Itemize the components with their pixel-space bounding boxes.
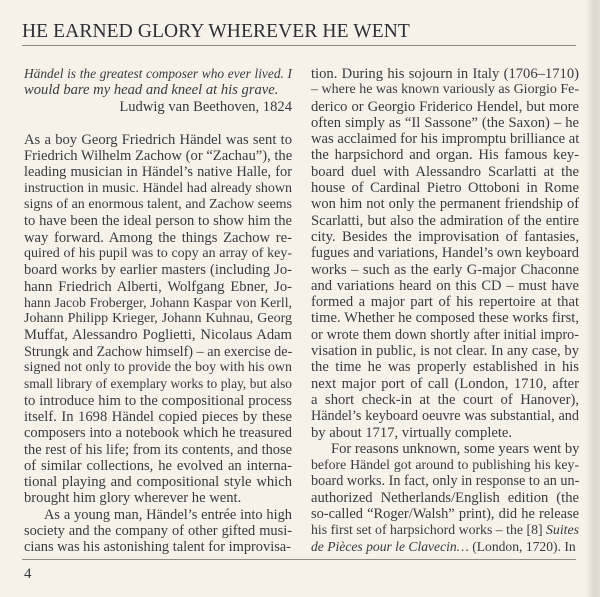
text-line: hann Friedrich Alberti, Wolfgang Ebner, Jo- — [24, 278, 292, 295]
text-segment: (London, 1720). In — [472, 538, 576, 554]
text-line: city. Besides the improvisation of fantasies, — [311, 228, 579, 245]
text-line: time. Whether he composed these works first, — [311, 310, 579, 327]
epigraph-line: Händel is the greatest composer who ever lived. I — [24, 66, 292, 81]
text-line: signed not only to provide the boy with his own — [24, 360, 292, 376]
text-line: cians was his astonishing talent for improvisa- — [24, 539, 291, 556]
footer-rule — [22, 559, 576, 560]
text-line: works – such as the early G-major Chaconne — [311, 261, 579, 278]
text-line: Friedrich Wilhelm Zachow (or “Zachau”), the — [24, 148, 293, 165]
text-line: by about 1717, virtually complete. — [311, 424, 513, 441]
left-column — [24, 66, 292, 556]
text-line: or wrote them down shortly after initial impro- — [311, 326, 579, 343]
italic-title: Suites — [546, 522, 579, 538]
page-number: 4 — [24, 566, 32, 582]
text-line: As a young man, Händel’s entrée into high — [44, 506, 292, 523]
text-line: to have been the ideal person to show him the — [24, 213, 292, 230]
text-line: signs of an enormous talent, and Zachow seems — [24, 197, 292, 213]
text-line: hann Jacob Froberger, Johann Kaspar von Kerll, — [24, 294, 292, 310]
text-line: the time he was properly established in his — [311, 359, 579, 376]
text-line: board works by earlier masters (including Jo- — [24, 262, 292, 279]
text-line: derico or Georgio Friderico Hendel, but more — [311, 98, 579, 115]
text-line: a short check-in at the court of Hanover), — [311, 391, 579, 408]
text-line: tional playing and compositional style which — [24, 474, 292, 491]
page-edge-shadow — [586, 0, 600, 597]
text-line: quired of his pupil was to copy an array of key- — [24, 245, 292, 261]
text-line: – where he was known variously as Giorgio Fe- — [311, 82, 580, 98]
text-segment: his first set of harpsichord works – the [8] — [311, 522, 547, 538]
italic-title: de Pièces pour le Clavecin… — [311, 538, 469, 554]
right-body-text — [311, 66, 579, 555]
text-line: authorized Netherlands/English edition (the — [311, 489, 579, 506]
text-line: As a boy Georg Friedrich Händel was sent to — [24, 131, 292, 148]
text-line — [311, 539, 579, 555]
left-body-text — [24, 132, 292, 556]
text-line: Händel’s keyboard oeuvre was substantial, and — [311, 408, 579, 425]
text-line: so-called “Roger/Walsh” print), did he release — [311, 506, 579, 523]
text-line: leading musician in Händel’s native Halle, for — [24, 164, 292, 181]
text-line: the harpsichord and organ. His famous key- — [311, 147, 579, 164]
text-line: Muffat, Alessandro Poglietti, Nicolaus Adam — [24, 327, 292, 344]
title-rule — [22, 45, 576, 46]
epigraph-attribution: Ludwig van Beethoven, 1824 — [119, 98, 292, 115]
text-line: fugues and variations, Handel’s own keyboard — [311, 245, 579, 262]
text-line: board works. In fact, only in response to an un- — [311, 473, 580, 490]
text-line: For reasons unknown, some years went by — [331, 440, 580, 457]
text-line: society and the company of other gifted musi- — [24, 523, 292, 540]
text-line: before Händel got around to publishing his key- — [311, 457, 579, 473]
text-line: way forward. Among the things Zachow re- — [24, 229, 292, 246]
text-line: house of Cardinal Pietro Ottoboni in Rome — [311, 180, 579, 197]
text-line: the rest of his life; from its contents, and those — [24, 441, 292, 458]
text-line: Johann Philipp Krieger, Johann Kuhnau, Georg — [24, 311, 292, 327]
text-line — [311, 522, 579, 538]
text-line: won him not only the permanent friendship of — [311, 196, 579, 213]
page-title: HE EARNED GLORY WHEREVER HE WENT — [22, 21, 410, 42]
text-line: was acclaimed for his impromptu brilliance at — [311, 131, 580, 148]
text-line: formed a major part of his repertoire at that — [311, 294, 579, 311]
epigraph-line: would bare my head and kneel at his grave. — [24, 82, 279, 99]
text-line: to introduce him to the compositional process — [24, 392, 292, 409]
text-line: composers into a notebook which he treasured — [24, 425, 292, 442]
text-line: Strungk and Zachow himself) – an exercise de- — [24, 343, 293, 360]
text-line: Scarlatti, but also the admiration of the entire — [311, 212, 579, 229]
text-line: itself. In 1698 Händel copied pieces by these — [24, 408, 292, 425]
epigraph — [24, 66, 292, 115]
text-line: of similar collections, he evolved an interna- — [24, 457, 292, 474]
text-line: often simply as “Il Sassone” (the Saxon) – he — [311, 114, 579, 131]
right-column — [311, 66, 579, 555]
text-line: instruction in music. Händel had already shown — [24, 180, 292, 196]
text-line: tion. During his sojourn in Italy (1706–1710) — [311, 66, 579, 82]
text-line: next major port of call (London, 1710, after — [311, 375, 579, 392]
text-line: and variations heard on this CD – must have — [311, 277, 579, 294]
text-line: brought him glory wherever he went. — [24, 490, 242, 507]
text-line: small library of exemplary works to play, but also — [24, 376, 292, 392]
text-line: visation in public, is not clear. In any case, by — [311, 343, 579, 360]
text-line: board duel with Alessandro Scarlatti at the — [311, 163, 579, 180]
